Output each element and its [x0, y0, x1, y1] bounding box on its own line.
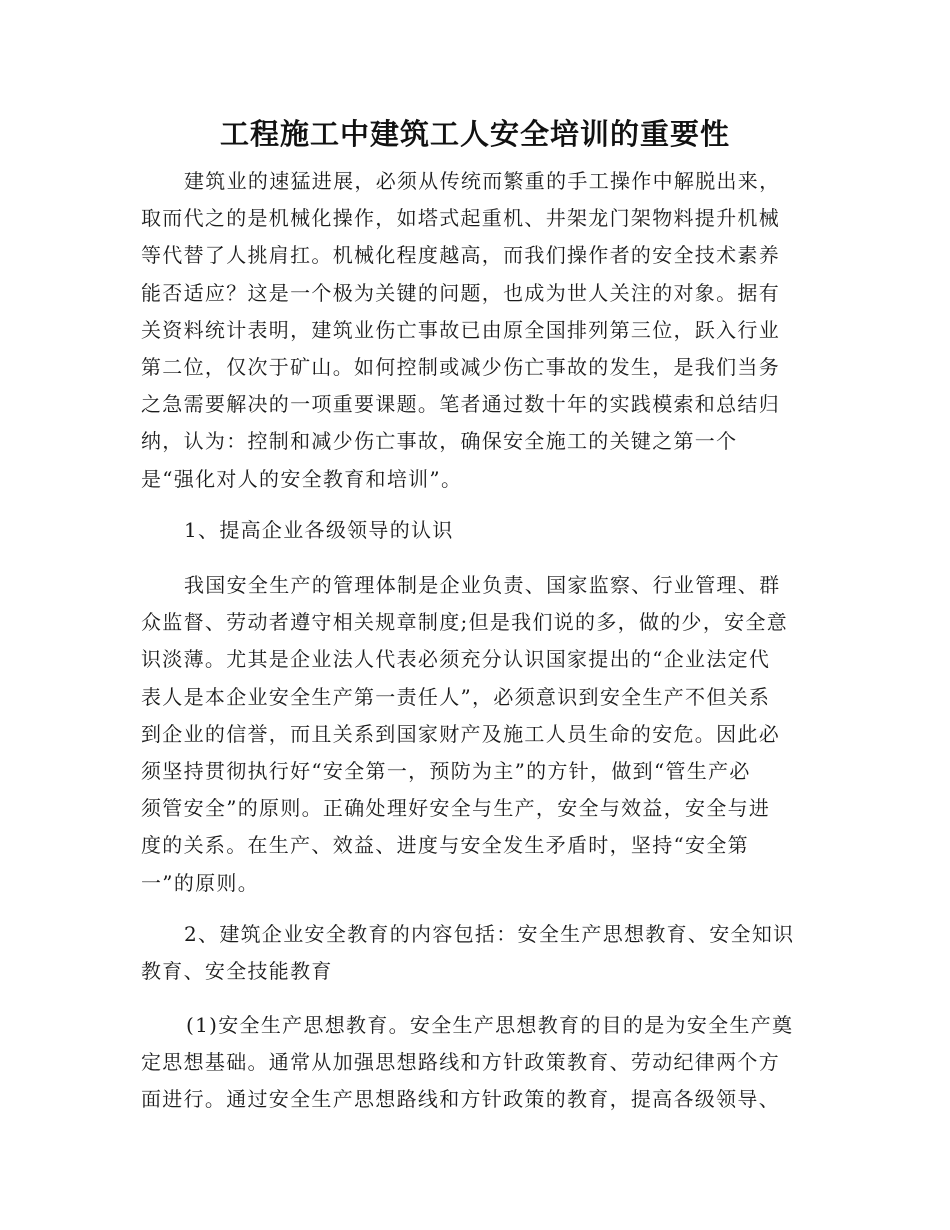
text-line: 能否适应？这是一个极为关键的问题，也成为世人关注的对象。据有	[141, 280, 780, 305]
text-line: 第二位，仅次于矿山。如何控制或减少伤亡事故的发生，是我们当务	[141, 355, 780, 380]
text-line: 2、建筑企业安全教育的内容包括：安全生产思想教育、安全知识	[184, 922, 795, 946]
text-line: 1、提高企业各级领导的认识	[184, 518, 454, 542]
paragraph-intro	[141, 163, 809, 498]
text-line: 面进行。通过安全生产思想路线和方针政策的教育，提高各级领导、	[141, 1087, 780, 1112]
paragraph-section-1	[141, 567, 809, 902]
text-line: 关资料统计表明，建筑业伤亡事故已由原全国排列第三位，跃入行业	[141, 317, 780, 342]
text-line: 一”的原则。	[141, 870, 260, 895]
document-title: 工程施工中建筑工人安全培训的重要性	[219, 117, 730, 151]
text-line: (1)安全生产思想教育。安全生产思想教育的目的是为安全生产奠	[186, 1013, 794, 1037]
text-line: 众监督、劳动者遵守相关规章制度;但是我们说的多，做的少，安全意	[141, 610, 789, 635]
text-line: 须管安全”的原则。正确处理好安全与生产，安全与效益，安全与进	[141, 796, 771, 821]
text-line: 是“强化对人的安全教育和培训”。	[141, 466, 463, 491]
text-line: 之急需要解决的一项重要课题。笔者通过数十年的实践模索和总结归	[141, 392, 780, 417]
text-line: 我国安全生产的管理体制是企业负责、国家监察、行业管理、群	[184, 573, 781, 597]
text-line: 取而代之的是机械化操作，如塔式起重机、井架龙门架物料提升机械	[141, 206, 780, 231]
text-line: 定思想基础。通常从加强思想路线和方针政策教育、劳动纪律两个方	[141, 1050, 780, 1075]
text-line: 到企业的信誉，而且关系到国家财产及施工人员生命的安危。因此必	[141, 721, 780, 746]
section-heading-2	[141, 916, 809, 990]
text-line: 度的关系。在生产、效益、进度与安全发生矛盾时，坚持“安全第	[141, 833, 749, 858]
text-line: 表人是本企业安全生产第一责任人”，必须意识到安全生产不但关系	[141, 684, 771, 709]
section-heading-1	[141, 512, 809, 549]
text-line: 纳，认为：控制和减少伤亡事故，确保安全施工的关键之第一个	[141, 429, 738, 454]
text-line: 识淡薄。尤其是企业法人代表必须充分认识国家提出的“企业法定代	[141, 647, 771, 672]
text-line: 教育、安全技能教育	[141, 959, 333, 984]
paragraph-section-2-item-1	[141, 1007, 809, 1119]
text-line: 须坚持贯彻执行好“安全第一，预防为主”的方针，做到“管生产必	[141, 759, 751, 784]
text-line: 等代替了人挑肩扛。机械化程度越高，而我们操作者的安全技术素养	[141, 243, 780, 268]
text-line: 建筑业的速猛进展，必须从传统而繁重的手工操作中解脱出来，	[184, 169, 781, 193]
